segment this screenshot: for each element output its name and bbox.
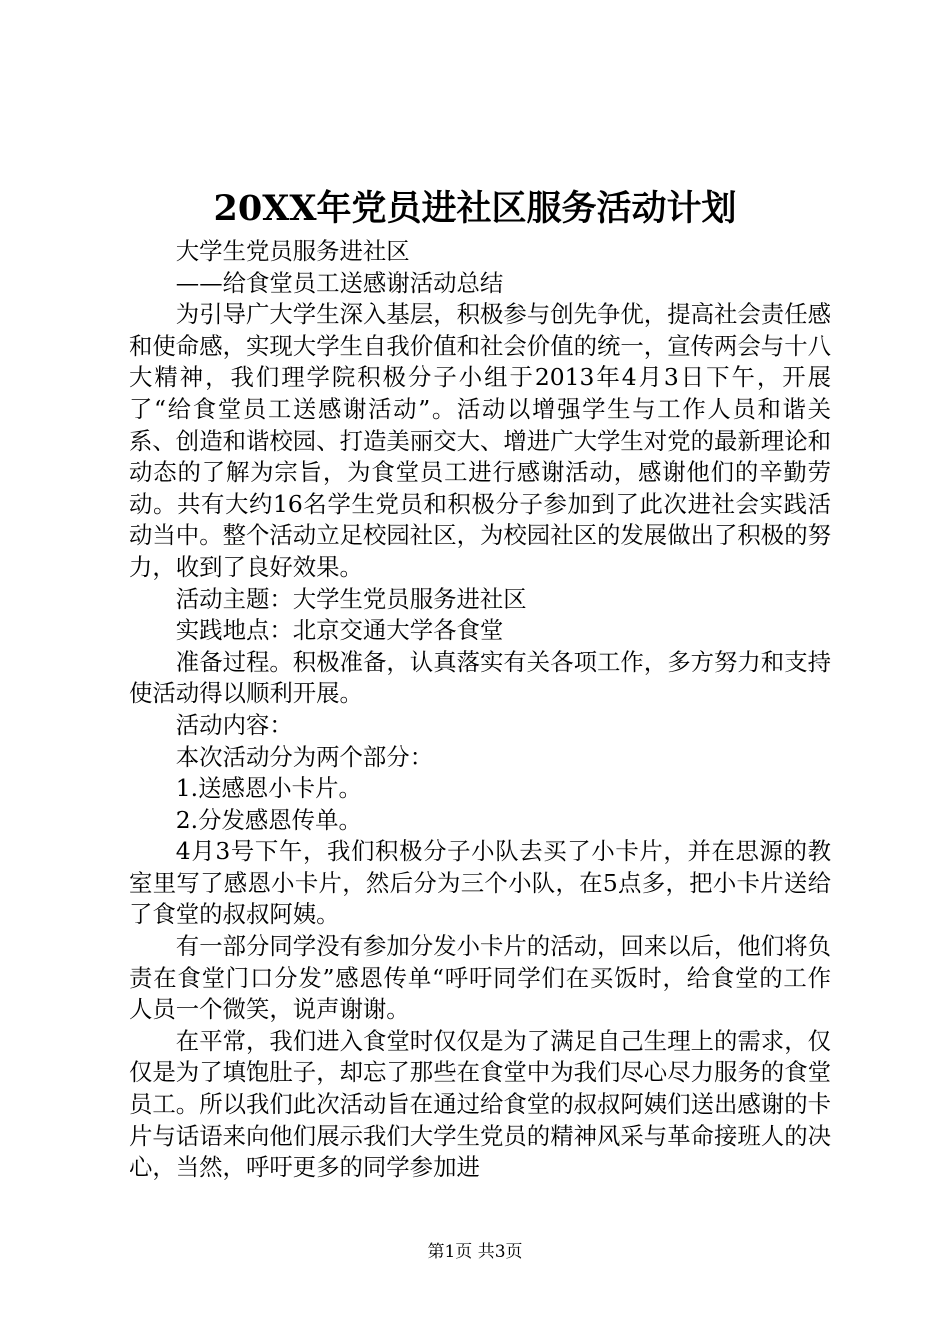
paragraph-activity-theme: 活动主题：大学生党员服务进社区	[175, 584, 527, 613]
paragraph-two-parts: 本次活动分为两个部分：	[175, 742, 434, 771]
paragraph-preparation: 准备过程。积极准备，认真落实有关各项工作，多方努力和支持使活动得以顺利开展。	[129, 647, 831, 708]
paragraph-subtitle: 大学生党员服务进社区	[175, 237, 410, 265]
page-footer: 第1页 共3页	[427, 1242, 523, 1262]
paragraph-item-1: 1.送感恩小卡片。	[175, 774, 362, 803]
paragraph-item-2: 2.分发感恩传单。	[175, 805, 362, 834]
document-title: 20XX年党员进社区服务活动计划	[213, 188, 737, 229]
document-body	[129, 236, 831, 1184]
paragraph-flyers: 有一部分同学没有参加分发小卡片的活动，回来以后，他们将负责在食堂门口分发”感恩传单“呼吁同学们在买饭时，给食堂的工作人员一个微笑，说声谢谢。	[129, 932, 831, 1024]
paragraph-purpose: 在平常，我们进入食堂时仅仅是为了满足自己生理上的需求，仅仅是为了填饱肚子，却忘了那些在食堂中为我们尽心尽力服务的食堂员工。所以我们此次活动旨在通过给食堂的叔叔阿姨们送出感谢的卡片与话语来向他们展示我们大学生党员的精神风采与革命接班人的决心，当然，呼吁更多的同学参加进	[129, 1026, 831, 1182]
paragraph-subtitle-dash: ——给食堂员工送感谢活动总结	[175, 268, 504, 297]
paragraph-cards: 4月3号下午，我们积极分子小队去买了小卡片，并在思源的教室里写了感恩小卡片，然后分为三个小队，在5点多，把小卡片送给了食堂的叔叔阿姨。	[129, 837, 831, 929]
paragraph-activity-content-heading: 活动内容：	[175, 710, 293, 739]
paragraph-intro: 为引导广大学生深入基层，积极参与创先争优，提高社会责任感和使命感，实现大学生自我价值和社会价值的统一，宣传两会与十八大精神，我们理学院积极分子小组于2013年4月3日下午，开展了“给食堂员工送感谢活动”。活动以增强学生与工作人员和谐关系、创造和谐校园、打造美丽交大、增进广大学生对党的最新理论和动态的了解为宗旨，为食堂员工进行感谢活动，感谢他们的辛勤劳动。共有大约16名学生党员和积极分子参加到了此次进社会实践活动当中。整个活动立足校园社区，为校园社区的发展做出了积极的努力，收到了良好效果。	[129, 300, 831, 581]
paragraph-activity-location: 实践地点：北京交通大学各食堂	[175, 616, 504, 645]
